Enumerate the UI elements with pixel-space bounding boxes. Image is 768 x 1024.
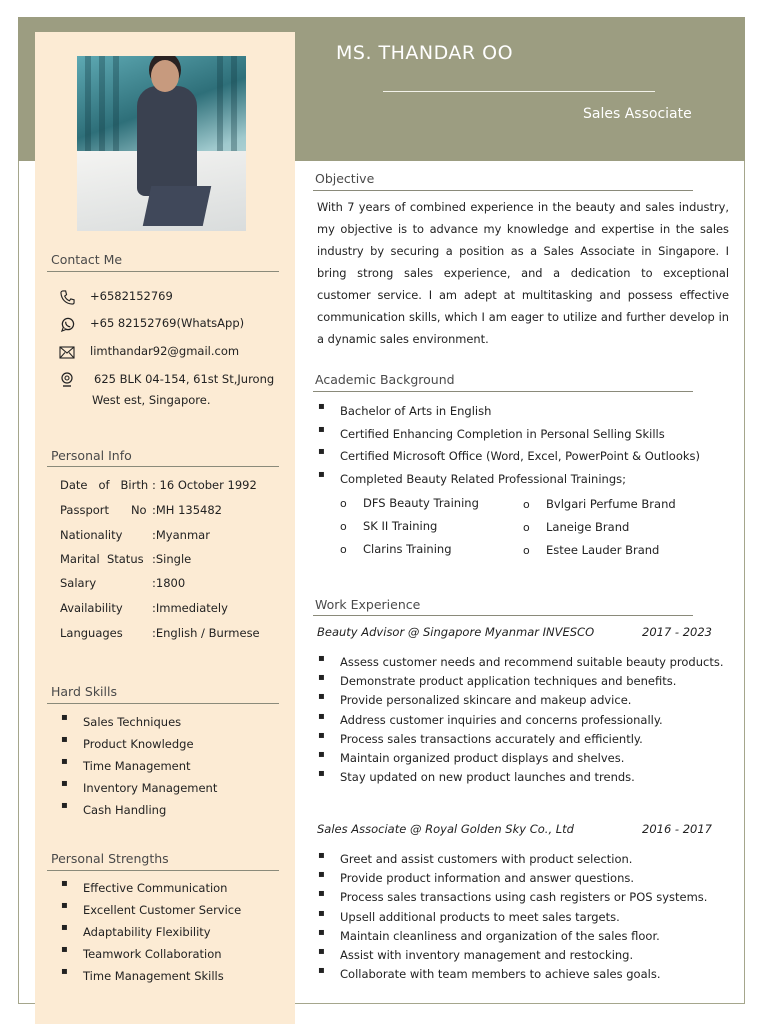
strengths-divider xyxy=(47,870,279,871)
list-item: ▪ Bachelor of Arts in English xyxy=(317,400,700,423)
list-item: ▪ Adaptability Flexibility xyxy=(60,921,241,943)
info-row-nationality xyxy=(60,528,210,542)
hard-skills-section-title: Hard Skills xyxy=(51,684,117,699)
info-value: :Myanmar xyxy=(152,528,210,542)
info-label: Nationality xyxy=(60,528,123,542)
name-divider xyxy=(383,91,655,92)
list-item: ▪ Maintain organized product displays and shelves. xyxy=(317,749,724,768)
info-value: :Immediately xyxy=(152,601,228,615)
list-item: o SK II Training xyxy=(340,515,479,538)
strengths-list xyxy=(60,877,241,987)
academic-list xyxy=(317,400,700,490)
academic-section-title: Academic Background xyxy=(315,372,455,387)
trainings-list-left xyxy=(340,492,479,561)
list-item: o Bvlgari Perfume Brand xyxy=(523,493,676,516)
list-item: ▪ Teamwork Collaboration xyxy=(60,943,241,965)
profile-photo xyxy=(77,56,246,231)
job-duties-list xyxy=(317,653,724,787)
contact-address-line1: 625 BLK 04-154, 61st St,Jurong xyxy=(94,372,275,386)
list-item: ▪ Greet and assist customers with product selection. xyxy=(317,850,707,869)
info-label: Salary xyxy=(60,576,97,590)
candidate-name: MS. THANDAR OO xyxy=(336,42,514,64)
email-icon xyxy=(58,344,76,360)
info-label: Date of Birth xyxy=(60,478,149,492)
list-item: ▪ Address customer inquiries and concerns professionally. xyxy=(317,711,724,730)
objective-section-title: Objective xyxy=(315,171,375,186)
hard-skills-list xyxy=(60,711,217,821)
list-item: ▪ Upsell additional products to meet sales targets. xyxy=(317,908,707,927)
job-years: 2016 - 2017 xyxy=(642,822,712,836)
contact-section-title: Contact Me xyxy=(51,252,123,267)
list-item: ▪ Process sales transactions using cash registers or POS systems. xyxy=(317,888,707,907)
info-value: :MH 135482 xyxy=(152,503,222,517)
list-item: o Laneige Brand xyxy=(523,516,676,539)
contact-whatsapp-row xyxy=(58,316,244,337)
list-item: ▪ Effective Communication xyxy=(60,877,241,899)
hard-skills-divider xyxy=(47,703,279,704)
list-item: ▪ Assess customer needs and recommend suitable beauty products. xyxy=(317,653,724,672)
contact-phone[interactable]: +6582152769 xyxy=(90,289,173,303)
info-label: Availability xyxy=(60,601,123,615)
objective-divider xyxy=(313,190,693,191)
list-item: ▪ Inventory Management xyxy=(60,777,217,799)
list-item: ▪ Excellent Customer Service xyxy=(60,899,241,921)
info-row-salary xyxy=(60,576,185,590)
info-value: :English / Burmese xyxy=(152,626,260,640)
whatsapp-icon xyxy=(58,316,76,332)
academic-divider xyxy=(313,391,693,392)
objective-text: With 7 years of combined experience in the beauty and sales industry, my objective is to advance my knowledge and expertise in the sales industry by securing a position as a Sales Associate in Singapore. I bring strong sales experience, and a dedication to exceptional customer service. I am adept at multitasking and possess effective communication skills, which I am eager to utilize and further develop in a dynamic sales environment. xyxy=(317,200,729,346)
contact-phone-row xyxy=(58,289,173,310)
list-item: ▪ Certified Microsoft Office (Word, Excel, PowerPoint & Outlooks) xyxy=(317,445,700,468)
list-item: ▪ Process sales transactions accurately and efficiently. xyxy=(317,730,724,749)
info-label: Passport No xyxy=(60,503,147,517)
list-item: ▪ Stay updated on new product launches and trends. xyxy=(317,768,724,787)
list-item: ▪ Completed Beauty Related Professional Trainings; xyxy=(317,468,700,491)
phone-icon xyxy=(58,289,76,305)
info-value: : 16 October 1992 xyxy=(152,478,257,492)
job-heading: Beauty Advisor @ Singapore Myanmar INVESCO xyxy=(317,625,595,639)
info-value: :1800 xyxy=(152,576,186,590)
list-item: ▪ Sales Techniques xyxy=(60,711,217,733)
list-item: ▪ Collaborate with team members to achieve sales goals. xyxy=(317,965,707,984)
list-item: ▪ Product Knowledge xyxy=(60,733,217,755)
contact-whatsapp[interactable]: +65 82152769(WhatsApp) xyxy=(90,316,245,330)
list-item: ▪ Demonstrate product application techniques and benefits. xyxy=(317,672,724,691)
job-heading: Sales Associate @ Royal Golden Sky Co., Ltd xyxy=(317,822,574,836)
job-years: 2017 - 2023 xyxy=(642,625,712,639)
info-row-availability xyxy=(60,601,228,615)
list-item: ▪ Time Management Skills xyxy=(60,965,241,987)
work-divider xyxy=(313,615,693,616)
info-row-passport xyxy=(60,503,222,517)
info-label: Marital Status xyxy=(60,552,144,566)
contact-email[interactable]: limthandar92@gmail.com xyxy=(90,344,240,358)
job-title: Sales Associate xyxy=(583,106,692,122)
contact-divider xyxy=(47,271,279,272)
trainings-list-right xyxy=(523,493,676,562)
list-item: ▪ Maintain cleanliness and organization of the sales floor. xyxy=(317,927,707,946)
personal-info-divider xyxy=(47,466,279,467)
list-item: o DFS Beauty Training xyxy=(340,492,479,515)
list-item: ▪ Time Management xyxy=(60,755,217,777)
list-item: ▪ Cash Handling xyxy=(60,799,217,821)
info-value: :Single xyxy=(152,552,192,566)
contact-address-row xyxy=(58,372,274,393)
info-label: Languages xyxy=(60,626,123,640)
list-item: o Estee Lauder Brand xyxy=(523,539,676,562)
info-row-marital xyxy=(60,552,191,566)
contact-email-row xyxy=(58,344,239,365)
contact-address-line2: West est, Singapore. xyxy=(92,393,211,407)
list-item: ▪ Provide personalized skincare and makeup advice. xyxy=(317,691,724,710)
personal-info-section-title: Personal Info xyxy=(51,448,132,463)
info-row-dob xyxy=(60,478,257,492)
list-item: ▪ Assist with inventory management and restocking. xyxy=(317,946,707,965)
list-item: o Clarins Training xyxy=(340,538,479,561)
work-section-title: Work Experience xyxy=(315,597,421,612)
location-icon xyxy=(58,372,76,388)
list-item: ▪ Provide product information and answer questions. xyxy=(317,869,707,888)
info-row-languages xyxy=(60,626,260,640)
job-duties-list xyxy=(317,850,707,984)
strengths-section-title: Personal Strengths xyxy=(51,851,169,866)
list-item: ▪ Certified Enhancing Completion in Personal Selling Skills xyxy=(317,423,700,446)
